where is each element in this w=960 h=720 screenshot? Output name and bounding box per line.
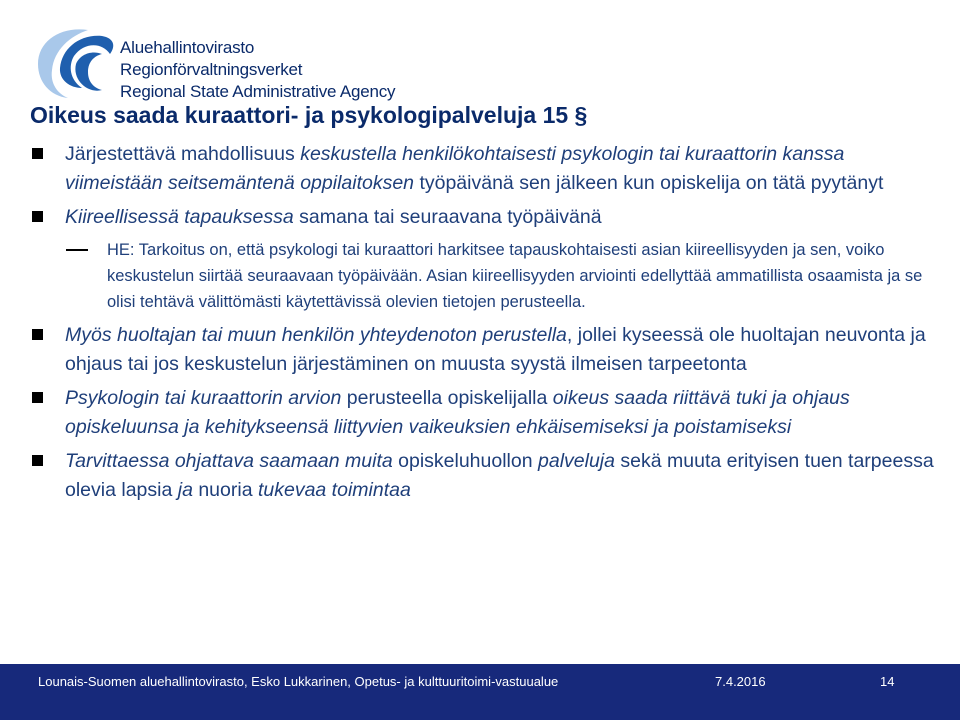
bullet-text: perusteella opiskelijalla [341, 387, 553, 409]
page-number: 14 [880, 674, 895, 689]
agency-name-fi: Aluehallintovirasto [120, 38, 255, 57]
bullet-text-italic: tukevaa toimintaa [257, 479, 411, 501]
bullet-text: , jollei kyseessä ole huoltajan neuvonta ja ohjaus tai jos keskustelun järjestäminen on muusta syystä ilmeisen tarpeetonta [65, 324, 926, 375]
bullet-text-italic: palveluja [538, 450, 615, 472]
agency-name-sv: Regionförvaltningsverket [120, 60, 303, 79]
bullet-1 [30, 140, 940, 198]
bullet-text-italic: oikeus saada riittävä tuki ja ohjaus opiskeluunsa ja kehitykseensä liittyvien vaikeuksien ehkäisemiseksi ja poistamiseksi [65, 387, 850, 438]
agency-logo [32, 24, 396, 101]
footer-bar [0, 664, 960, 720]
footer-date: 7.4.2016 [715, 674, 766, 689]
bullet-text-italic: Psykologin tai kuraattorin arvion [65, 387, 342, 409]
bullet-text: sekä muuta erityisen tuen tarpeessa olevia lapsia [65, 450, 934, 501]
sub-bullet-text: HE: Tarkoitus on, että psykologi tai kuraattori harkitsee tapauskohtaisesti asian kiireellisyyden ja sen, voiko keskustelun siirtää seuraavaan työpäivään. Asian kiireellisyyden arviointi edellyttää ammatillista osaamista ja se olisi tehtävä välittömästi käytettävissä olevien tietojen perusteella. [107, 241, 923, 311]
bullet-text-italic: Myös huoltajan tai muun henkilön yhteydenoton perustella [65, 324, 567, 346]
bullet-text: Järjestettävä mahdollisuus [65, 143, 301, 165]
sub-bullet-he [30, 237, 940, 315]
bullet-text: työpäivänä sen jälkeen kun opiskelija on tätä pyytänyt [419, 172, 884, 194]
square-bullet-icon [32, 455, 43, 466]
square-bullet-icon [32, 211, 43, 222]
square-bullet-icon [32, 392, 43, 403]
bullet-text-italic: Tarvittaessa ohjattava saamaan muita [65, 450, 393, 472]
agency-logo-icon [32, 24, 116, 100]
bullet-2 [30, 203, 940, 232]
dash-bullet-icon [66, 249, 88, 251]
slide-content [30, 140, 940, 510]
agency-name-en: Regional State Administrative Agency [120, 82, 396, 101]
bullet-text: nuoria [192, 479, 258, 501]
bullet-text: samana tai seuraavana työpäivänä [293, 206, 602, 228]
bullet-text: opiskeluhuollon [392, 450, 538, 472]
bullet-5 [30, 447, 940, 505]
square-bullet-icon [32, 148, 43, 159]
bullet-text-italic: Kiireellisessä tapauksessa [65, 206, 294, 228]
square-bullet-icon [32, 329, 43, 340]
bullet-text-italic: ja [177, 479, 193, 501]
agency-name [120, 37, 395, 103]
bullet-4 [30, 384, 940, 442]
bullet-3 [30, 321, 940, 379]
bullet-text-italic: keskustella henkilökohtaisesti psykologin tai kuraattorin kanssa viimeistään seitsemäntenä oppilaitoksen [65, 143, 845, 194]
footer-source: Lounais-Suomen aluehallintovirasto, Esko Lukkarinen, Opetus- ja kulttuuritoimi-vastuualue [38, 674, 559, 689]
slide-title: Oikeus saada kuraattori- ja psykologipalveluja 15 § [30, 102, 588, 128]
